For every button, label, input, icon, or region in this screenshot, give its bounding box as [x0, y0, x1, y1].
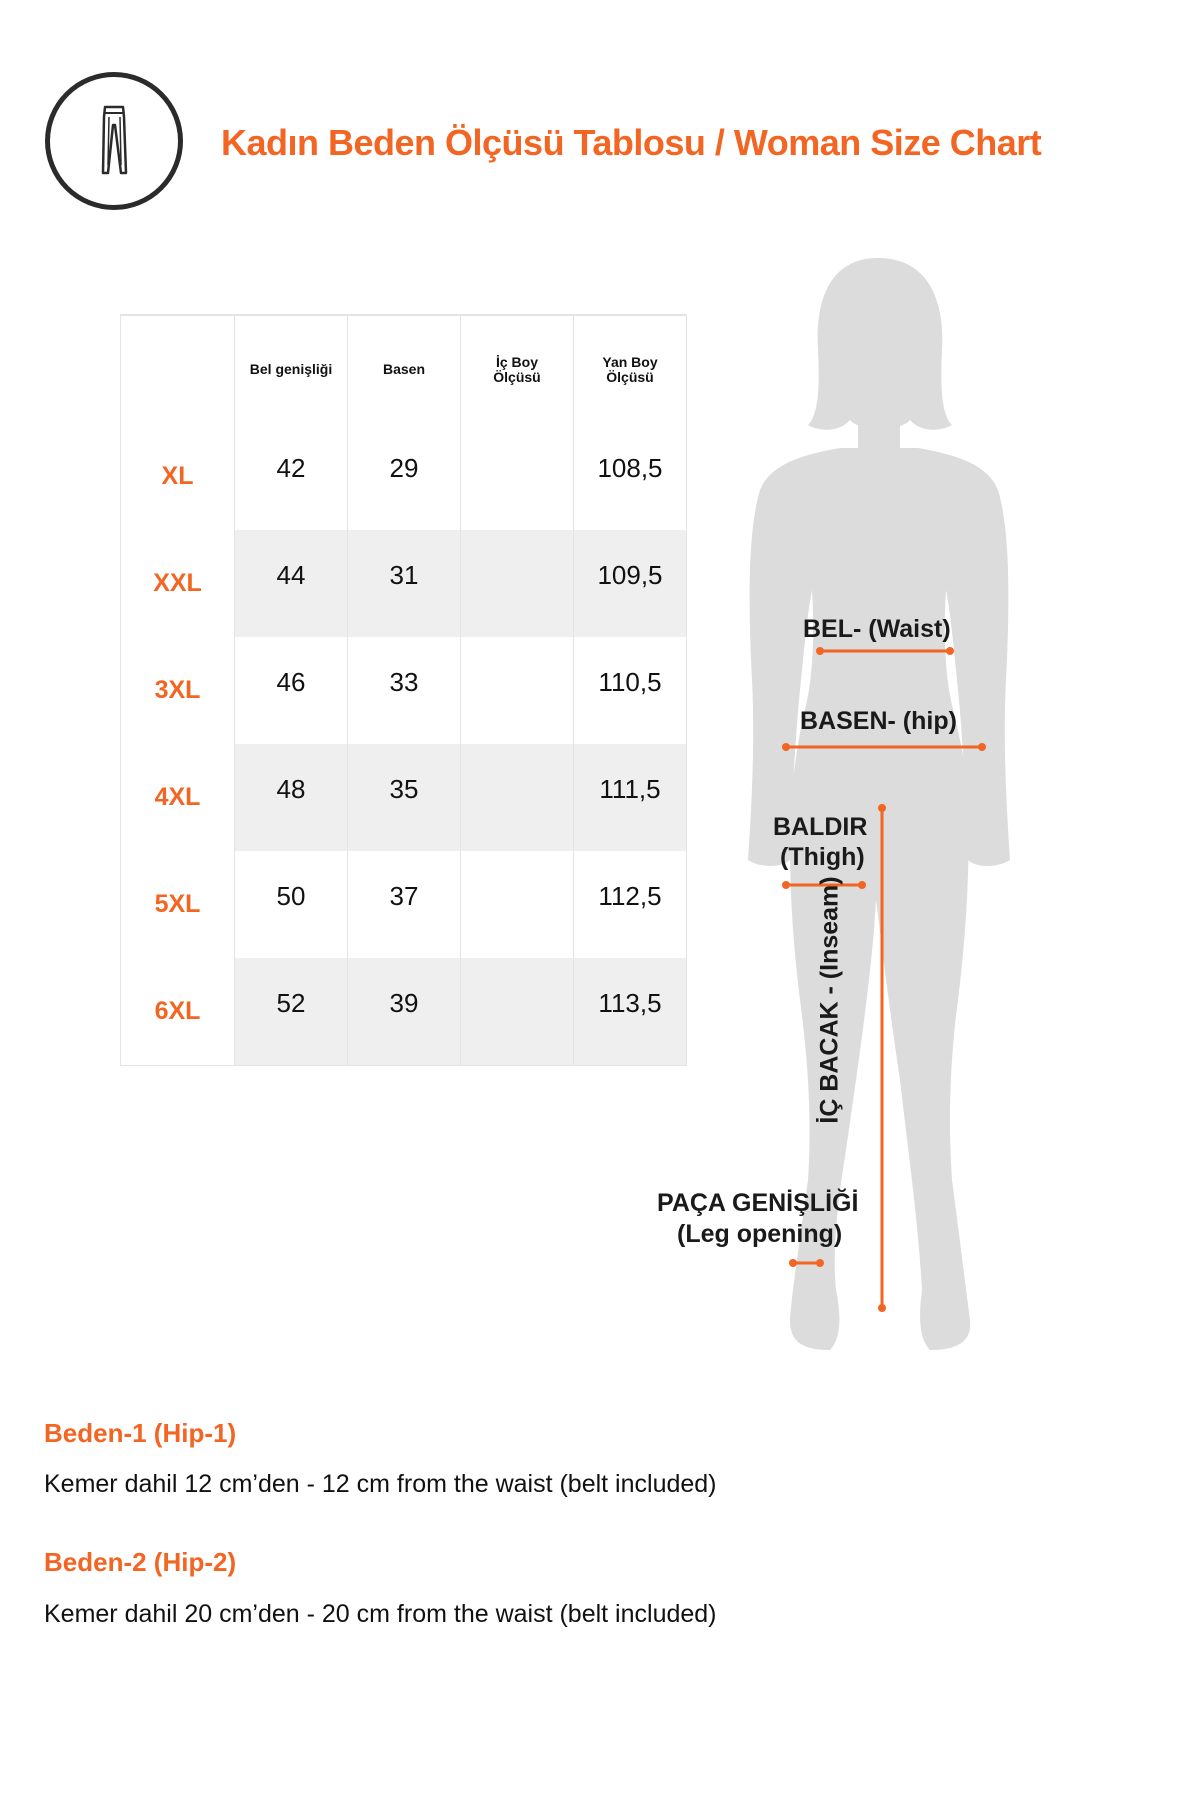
column-header-yan-boy: Yan Boy Ölçüsü: [574, 315, 687, 423]
yan-boy-value: 113,5: [574, 958, 687, 1065]
ic-boy-value: [461, 851, 574, 958]
hip-label: BASEN- (hip): [800, 707, 957, 735]
waist-label: BEL- (Waist): [803, 615, 951, 643]
size-label: 5XL: [121, 851, 235, 958]
table-row: [121, 637, 687, 744]
bel-value: 48: [235, 744, 348, 851]
basen-value: 37: [348, 851, 461, 958]
bel-value: 44: [235, 530, 348, 637]
table-row: [121, 851, 687, 958]
page-title: Kadın Beden Ölçüsü Tablosu / Woman Size Chart: [221, 122, 1042, 163]
bel-value: 42: [235, 423, 348, 530]
inseam-label: İÇ BACAK - (Inseam): [815, 876, 844, 1124]
ic-boy-value: [461, 423, 574, 530]
basen-value: 39: [348, 958, 461, 1065]
logo: [45, 72, 183, 210]
table-row: [121, 958, 687, 1065]
size-label: 3XL: [121, 637, 235, 744]
body-figure: [640, 250, 1060, 1350]
note-text-hip-1: Kemer dahil 12 cm’den - 12 cm from the waist (belt included): [44, 1470, 717, 1498]
size-label: 6XL: [121, 958, 235, 1065]
yan-boy-value: 109,5: [574, 530, 687, 637]
body-silhouette: [748, 258, 1010, 1350]
size-table: [120, 314, 687, 1066]
bel-value: 52: [235, 958, 348, 1065]
yan-boy-value: 108,5: [574, 423, 687, 530]
note-title-hip-2: Beden-2 (Hip-2): [44, 1547, 237, 1577]
leggings-icon: [50, 77, 178, 205]
ic-boy-value: [461, 958, 574, 1065]
size-label: XXL: [121, 530, 235, 637]
yan-boy-value: 112,5: [574, 851, 687, 958]
basen-value: 31: [348, 530, 461, 637]
leg-opening-label: PAÇA GENİŞLİĞİ: [657, 1189, 859, 1217]
note-title-hip-1: Beden-1 (Hip-1): [44, 1418, 237, 1448]
ic-boy-value: [461, 530, 574, 637]
yan-boy-value: 110,5: [574, 637, 687, 744]
basen-value: 29: [348, 423, 461, 530]
column-header-ic-boy: İç Boy Ölçüsü: [461, 315, 574, 423]
table-header-row: [121, 315, 687, 423]
thigh-label-en: (Thigh): [780, 843, 865, 871]
column-header: [121, 315, 235, 423]
size-label: XL: [121, 423, 235, 530]
note-text-hip-2: Kemer dahil 20 cm’den - 20 cm from the waist (belt included): [44, 1600, 717, 1628]
leg-opening-label-en: (Leg opening): [677, 1220, 843, 1248]
thigh-label: BALDIR: [773, 813, 868, 841]
yan-boy-value: 111,5: [574, 744, 687, 851]
ic-boy-value: [461, 744, 574, 851]
ic-boy-value: [461, 637, 574, 744]
size-label: 4XL: [121, 744, 235, 851]
bel-value: 46: [235, 637, 348, 744]
column-header-basen: Basen: [348, 315, 461, 423]
basen-value: 35: [348, 744, 461, 851]
table-row: [121, 530, 687, 637]
bel-value: 50: [235, 851, 348, 958]
table-row: [121, 423, 687, 530]
table-row: [121, 744, 687, 851]
column-header-bel: Bel genişliği: [235, 315, 348, 423]
basen-value: 33: [348, 637, 461, 744]
